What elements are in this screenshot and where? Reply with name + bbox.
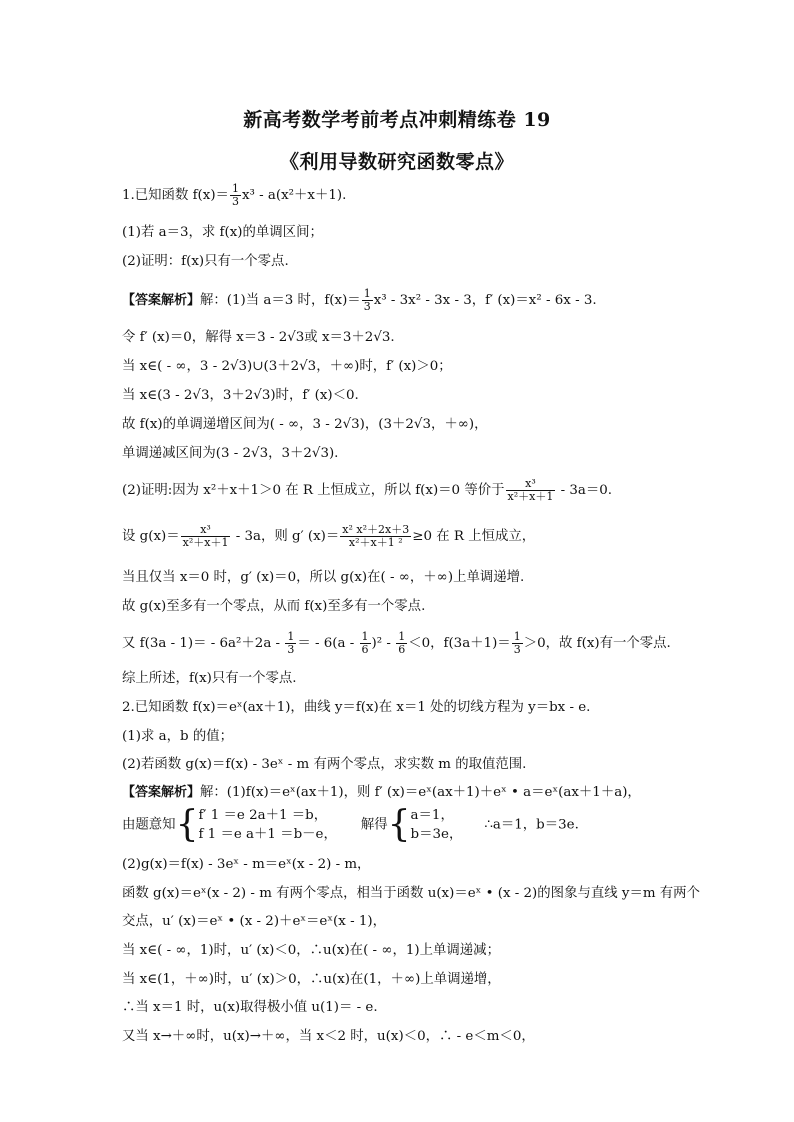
answer-1-line-10: 故 g(x)至多有一个零点，从而 f(x)至多有一个零点.: [122, 599, 426, 614]
equation-row: f′ 1 ＝e 2a＋1 ＝b，: [198, 808, 328, 823]
answer-2-line-7: 当 x∈(1，＋∞)时，u′ (x)＞0，∴u(x)在(1，＋∞)上单调递增，: [122, 972, 501, 987]
answer-text: - 3a＝0.: [556, 483, 613, 499]
answer-label: 【答案解析】: [122, 293, 201, 309]
answer-1-line-12: 综上所述，f(x)只有一个零点.: [122, 671, 297, 686]
fraction-numerator: 1: [363, 287, 371, 300]
equation-system: [411, 806, 463, 844]
answer-text: 又 f(3a - 1)＝ - 6a²＋2a -: [122, 636, 285, 652]
answer-2-line-4: 函数 g(x)＝eˣ(x - 2) - m 有两个零点，相当于函数 u(x)＝eˣ • (x - 2)的图象与直线 y＝m 有两个: [122, 886, 700, 901]
answer-1-line-11: [122, 631, 671, 656]
fraction-denominator: x²＋x＋1 ²: [348, 536, 403, 550]
equation-row: a＝1，: [410, 808, 454, 823]
answer-text: ∴a＝1，b＝3e.: [484, 817, 579, 833]
answer-text: 解得: [360, 817, 388, 833]
answer-2-line-1: [122, 785, 641, 801]
answer-text: 设 g(x)＝: [122, 529, 180, 545]
fraction-denominator: 3: [231, 195, 239, 209]
answer-1-line-4: 当 x∈(3 - 2√3，3＋2√3)时，f′ (x)＜0.: [122, 388, 359, 403]
fraction-denominator: x²＋x＋1: [182, 536, 229, 550]
answer-2-line-5: 交点，u′ (x)＝eˣ • (x - 2)＋eˣ＝eˣ(x - 1)，: [122, 914, 386, 929]
fraction: [360, 631, 371, 656]
fraction-numerator: 1: [361, 630, 369, 643]
fraction-numerator: x³: [181, 524, 231, 537]
left-brace: {: [175, 804, 199, 845]
answer-text: (2)证明:因为 x²＋x＋1＞0 在 R 上恒成立，所以 f(x)＝0 等价于: [122, 483, 505, 499]
fraction-denominator: 6: [361, 643, 369, 657]
fraction-denominator: 3: [363, 300, 371, 314]
fraction-denominator: x²＋x＋1: [507, 490, 554, 504]
equation-row: f 1 ＝e a＋1 ＝b－e，: [198, 827, 337, 842]
problem-1-text-b: x³ - a(x²＋x＋1).: [241, 188, 347, 204]
fraction: [285, 631, 296, 656]
answer-1-line-6: 单调递减区间为(3 - 2√3，3＋2√3).: [122, 446, 339, 461]
answer-2-line-3: (2)g(x)＝f(x) - 3eˣ - m＝eˣ(x - 2) - m，: [122, 857, 371, 872]
problem-1-part-1: (1)若 a＝3，求 f(x)的单调区间；: [122, 225, 323, 240]
problem-1-text-a: 1.已知函数 f(x)＝: [122, 188, 229, 204]
answer-text: ＞0，故 f(x)有一个零点.: [523, 636, 671, 652]
answer-2-line-8: ∴当 x＝1 时，u(x)取得极小值 u(1)＝ - e.: [122, 1000, 378, 1015]
answer-1-line-5: 故 f(x)的单调递增区间为( - ∞，3 - 2√3)，(3＋2√3，＋∞)，: [122, 417, 488, 432]
page-title: 新高考数学考前考点冲刺精练卷 19: [243, 109, 551, 131]
fraction-numerator: 1: [287, 630, 295, 643]
fraction-denominator: 3: [513, 643, 521, 657]
fraction: [512, 631, 523, 656]
answer-1-line-9: 当且仅当 x＝0 时，g′ (x)＝0，所以 g(x)在( - ∞，＋∞)上单调递增.: [122, 570, 525, 585]
answer-2-line-2: [122, 806, 579, 844]
fraction-numerator: 1: [513, 630, 521, 643]
answer-text: 解：(1)当 a＝3 时，f(x)＝: [200, 293, 361, 309]
answer-text: ≥0 在 R 上恒成立，: [412, 529, 536, 545]
problem-1-part-2: (2)证明：f(x)只有一个零点.: [122, 254, 289, 269]
answer-text: ＜0，f(3a＋1)＝: [408, 636, 511, 652]
problem-1-statement: [122, 183, 346, 208]
fraction: [181, 524, 231, 549]
answer-text: 解：(1)f(x)＝eˣ(ax＋1)，则 f′ (x)＝eˣ(ax＋1)＋eˣ • a＝eˣ(ax＋1＋a)，: [200, 785, 641, 800]
answer-text: )² -: [371, 636, 396, 652]
fraction: [340, 524, 411, 549]
left-brace: {: [387, 804, 411, 845]
answer-2-line-9: 又当 x→＋∞时，u(x)→＋∞，当 x＜2 时，u(x)＜0，∴ - e＜m＜0，: [122, 1029, 535, 1044]
answer-1-line-7: [122, 478, 612, 503]
answer-1-line-8: [122, 524, 535, 549]
fraction: [230, 183, 241, 208]
fraction-numerator: 1: [398, 630, 406, 643]
fraction: [396, 631, 407, 656]
fraction: [506, 478, 556, 503]
answer-1-line-2: 令 f′ (x)＝0，解得 x＝3 - 2√3或 x＝3＋2√3.: [122, 330, 395, 345]
answer-text: 由题意知: [122, 817, 176, 833]
page-subtitle: 《利用导数研究函数零点》: [279, 151, 514, 173]
answer-1-line-3: 当 x∈( - ∞，3 - 2√3)∪(3＋2√3，＋∞)时，f′ (x)＞0；: [122, 359, 452, 374]
fraction-numerator: 1: [231, 182, 239, 195]
fraction-denominator: 6: [398, 643, 406, 657]
fraction-numerator: x³: [506, 478, 556, 491]
equation-system: [198, 806, 336, 844]
equation-row: b＝3e，: [410, 827, 463, 842]
answer-2-line-6: 当 x∈( - ∞，1)时，u′ (x)＜0，∴u(x)在( - ∞，1)上单调递减；: [122, 943, 500, 958]
fraction-denominator: 3: [287, 643, 295, 657]
problem-2-part-2: (2)若函数 g(x)＝f(x) - 3eˣ - m 有两个零点，求实数 m 的取值范围.: [122, 757, 527, 772]
fraction-numerator: x² x²＋2x＋3: [342, 523, 410, 536]
problem-2-part-1: (1)求 a，b 的值；: [122, 729, 233, 744]
answer-label: 【答案解析】: [122, 785, 201, 800]
problem-2-statement: 2.已知函数 f(x)＝eˣ(ax＋1)，曲线 y＝f(x)在 x＝1 处的切线方程为 y＝bx - e.: [122, 700, 591, 715]
fraction: [362, 288, 373, 313]
answer-text: x³ - 3x² - 3x - 3，f′ (x)＝x² - 6x - 3.: [373, 293, 597, 309]
answer-1-line-1: [122, 288, 597, 313]
answer-text: ＝ - 6(a -: [297, 636, 359, 652]
answer-text: - 3a，则 g′ (x)＝: [231, 529, 340, 545]
